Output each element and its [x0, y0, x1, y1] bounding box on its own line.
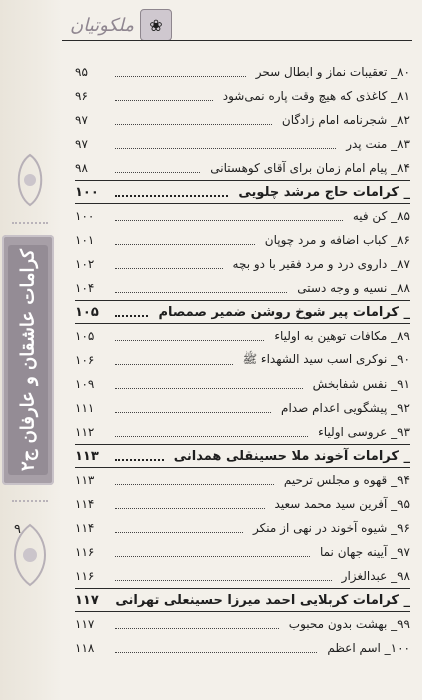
- toc-page-number: ۱۱۴: [75, 497, 95, 511]
- dot-leader: [115, 100, 213, 101]
- dotted-divider: [12, 222, 48, 226]
- dot-leader: [115, 268, 223, 269]
- toc-entry: [75, 468, 410, 492]
- dot-leader: [115, 244, 255, 245]
- toc-entry: [75, 396, 410, 420]
- dot-leader: [115, 195, 228, 197]
- toc-entry-title: ۸۷_ داروی درد و مرد فقیر با دو بچه: [227, 257, 410, 271]
- toc-entry-title: ۸۰_ تعقیبات نماز و ابطال سحر: [250, 65, 410, 79]
- toc-entry: [75, 252, 410, 276]
- toc-page-number: ۱۱۴: [75, 521, 95, 535]
- dot-leader: [115, 484, 274, 485]
- dot-leader: [115, 76, 246, 77]
- toc-page-number: ۱۱۳: [75, 473, 95, 487]
- dot-leader: [115, 315, 148, 317]
- toc-entry-title: _ کرامات آخوند ملا حسینقلی همدانی: [168, 449, 410, 464]
- toc-entry-title: _ کرامات حاج مرشد چلویی: [232, 185, 410, 200]
- dot-leader: [115, 628, 279, 629]
- toc-entry-title: ۹۷_ آیینه جهان نما: [314, 545, 410, 559]
- toc-page-number: ۹۸: [75, 161, 88, 175]
- toc-entry-title: ۹۰_ نوکری اسب سید الشهداء ﷺ: [237, 352, 410, 369]
- toc-entry: [75, 228, 410, 252]
- toc-entry: [75, 60, 410, 84]
- page-number: ۹: [14, 522, 21, 537]
- ornamental-border: [0, 0, 62, 700]
- toc-entry: [75, 492, 410, 516]
- dot-leader: [115, 532, 243, 533]
- toc-entry-title: ۸۶_ کباب اضافه و مرد چوپان: [259, 233, 410, 247]
- toc-entry: [75, 372, 410, 396]
- toc-entry-title: ۸۱_ کاغذی که هیچ وقت پاره نمی‌شود: [217, 89, 410, 103]
- toc-page-number: ۱۱۶: [75, 545, 95, 559]
- toc-entry-title: ۸۵_ کن فیه: [347, 209, 410, 223]
- toc-page-number: ۱۱۳: [75, 448, 99, 464]
- toc-section-heading: [75, 300, 410, 324]
- toc-entry-title: ۱۰۰_ اسم اعظم: [321, 641, 410, 655]
- toc-entry: [75, 132, 410, 156]
- toc-page-number: ۱۱۶: [75, 569, 95, 583]
- toc-page-number: ۱۱۷: [75, 592, 99, 608]
- toc-entry: [75, 540, 410, 564]
- toc-entry: [75, 636, 410, 660]
- toc-entry: [75, 348, 410, 372]
- toc-section-heading: [75, 180, 410, 204]
- dot-leader: [115, 220, 343, 221]
- toc-page-number: ۱۱۸: [75, 641, 95, 655]
- emblem-icon: ❀: [140, 9, 172, 41]
- toc-entry: [75, 156, 410, 180]
- dot-leader: [115, 580, 332, 581]
- toc-entry-title: ۸۲_ شجرنامه امام زادگان: [276, 113, 410, 127]
- toc-entry-title: _ کرامات کربلایی احمد میرزا حسینعلی تهرانی: [109, 593, 410, 608]
- toc-entry: [75, 420, 410, 444]
- toc-page-number: ۱۰۰: [75, 209, 95, 223]
- toc-page-number: ۱۱۷: [75, 617, 95, 631]
- header-logo: [70, 8, 172, 42]
- toc-page-number: ۱۱۲: [75, 425, 95, 439]
- toc-page-number: ۹۶: [75, 89, 88, 103]
- dot-leader: [115, 364, 233, 365]
- toc-entry-title: ۹۳_ عروسی اولیاء: [312, 425, 410, 439]
- toc-page-number: ۱۰۵: [75, 304, 99, 320]
- toc-entry: [75, 516, 410, 540]
- side-title-panel: [2, 235, 54, 485]
- toc-entry-title: ۹۲_ پیشگویی اعدام صدام: [275, 401, 410, 415]
- toc-entry: [75, 612, 410, 636]
- toc-page-number: ۹۷: [75, 137, 88, 151]
- header-brand: ملکوتیان: [70, 14, 134, 36]
- dot-leader: [115, 172, 200, 173]
- dot-leader: [115, 459, 164, 461]
- toc-entry: [75, 204, 410, 228]
- dot-leader: [115, 436, 308, 437]
- dot-leader: [115, 508, 265, 509]
- dot-leader: [115, 652, 317, 653]
- toc-entry: [75, 276, 410, 300]
- toc-entry-title: _ کرامات پیر شوخ روشن ضمیر صمصام: [152, 305, 410, 320]
- toc-section-heading: [75, 444, 410, 468]
- toc-page-number: ۹۷: [75, 113, 88, 127]
- table-of-contents: [75, 60, 410, 660]
- toc-entry-title: ۸۳_ منت پدر: [340, 137, 410, 151]
- floral-ornament-icon: [10, 520, 50, 590]
- toc-page-number: ۱۰۴: [75, 281, 95, 295]
- dot-leader: [115, 556, 310, 557]
- toc-page-number: ۱۰۰: [75, 184, 99, 200]
- toc-entry: [75, 108, 410, 132]
- floral-ornament-icon: [10, 150, 50, 210]
- toc-page-number: ۱۰۵: [75, 329, 95, 343]
- toc-entry-title: ۹۴_ قهوه و مجلس ترحیم: [278, 473, 410, 487]
- dot-leader: [115, 292, 287, 293]
- toc-entry-title: ۸۴_ پیام امام زمان برای آقای کوهستانی: [204, 161, 410, 175]
- header-rule: [62, 40, 412, 41]
- dot-leader: [115, 148, 336, 149]
- toc-entry-title: ۸۸_ نسیه و وجه دستی: [291, 281, 410, 295]
- toc-entry-title: ۹۹_ بهشت بدون محبوب: [283, 617, 410, 631]
- dot-leader: [115, 388, 303, 389]
- toc-entry-title: ۹۱_ نفس شفابخش: [307, 377, 410, 391]
- toc-page-number: ۱۰۹: [75, 377, 95, 391]
- dot-leader: [115, 412, 271, 413]
- toc-entry: [75, 84, 410, 108]
- toc-page-number: ۱۱۱: [75, 401, 95, 415]
- toc-page-number: ۱۰۲: [75, 257, 95, 271]
- toc-page-number: ۹۵: [75, 65, 88, 79]
- toc-entry: [75, 564, 410, 588]
- toc-section-heading: [75, 588, 410, 612]
- book-title: کرامات عاشقان و عارفان ج۲: [17, 249, 39, 471]
- dotted-divider: [12, 500, 48, 504]
- toc-entry-title: ۹۶_ شیوه آخوند در نهی از منکر: [247, 521, 410, 535]
- dot-leader: [115, 340, 264, 341]
- dot-leader: [115, 124, 272, 125]
- toc-entry-title: ۹۸_ عبدالغزار: [336, 569, 410, 583]
- toc-entry-title: ۹۵_ آفرین سید محمد سعید: [269, 497, 410, 511]
- toc-page-number: ۱۰۶: [75, 353, 95, 367]
- toc-page-number: ۱۰۱: [75, 233, 95, 247]
- toc-entry-title: ۸۹_ مکافات توهین به اولیاء: [268, 329, 410, 343]
- toc-entry: [75, 324, 410, 348]
